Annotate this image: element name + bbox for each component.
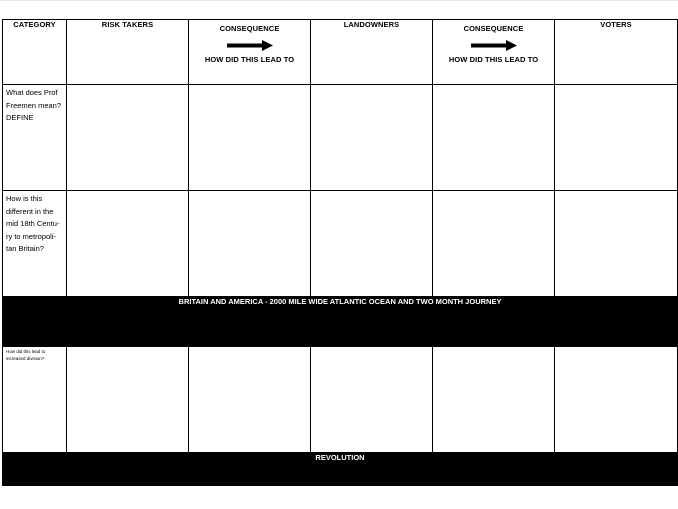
cell-consequence-1[interactable]	[189, 85, 311, 191]
cell-consequence-1[interactable]	[189, 191, 311, 297]
header-consequence-2	[433, 20, 555, 85]
right-arrow-icon	[471, 40, 517, 51]
row-label-difference: How is this different in the mid 18th Centu-ry to metropoli-tan Britain?	[3, 191, 67, 297]
cell-voters[interactable]	[555, 85, 678, 191]
cell-consequence-2[interactable]	[433, 85, 555, 191]
band-revolution-text: REVOLUTION	[3, 453, 678, 486]
cell-risk-takers[interactable]	[67, 191, 189, 297]
cell-landowners[interactable]	[311, 347, 433, 453]
top-rule	[0, 0, 678, 1]
header-voters: VOTERS	[555, 20, 678, 85]
consequence-2-subtitle: HOW DID THIS LEAD TO	[448, 55, 539, 64]
table-row	[3, 347, 678, 453]
header-row	[3, 20, 678, 85]
cell-risk-takers[interactable]	[67, 85, 189, 191]
consequence-2-title: CONSEQUENCE	[463, 24, 524, 33]
band-britain-america	[3, 297, 678, 347]
cell-voters[interactable]	[555, 347, 678, 453]
table-row	[3, 191, 678, 297]
band-britain-america-text: BRITAIN AND AMERICA - 2000 MILE WIDE ATLANTIC OCEAN AND TWO MONTH JOURNEY	[3, 297, 678, 347]
cell-risk-takers[interactable]	[67, 347, 189, 453]
table-row	[3, 85, 678, 191]
header-risk-takers: RISK TAKERS	[67, 20, 189, 85]
header-category: CATEGORY	[3, 20, 67, 85]
worksheet-table	[2, 19, 678, 486]
row-label-division: How did this lead to increased division?	[3, 347, 67, 453]
cell-voters[interactable]	[555, 191, 678, 297]
cell-landowners[interactable]	[311, 191, 433, 297]
row-label-define: What does Prof Freemen mean? DEFINE	[3, 85, 67, 191]
band-revolution	[3, 453, 678, 486]
header-landowners: LANDOWNERS	[311, 20, 433, 85]
consequence-1-title: CONSEQUENCE	[219, 24, 280, 33]
consequence-1-subtitle: HOW DID THIS LEAD TO	[204, 55, 295, 64]
cell-landowners[interactable]	[311, 85, 433, 191]
header-consequence-1	[189, 20, 311, 85]
cell-consequence-2[interactable]	[433, 191, 555, 297]
right-arrow-icon	[227, 40, 273, 51]
cell-consequence-1[interactable]	[189, 347, 311, 453]
cell-consequence-2[interactable]	[433, 347, 555, 453]
